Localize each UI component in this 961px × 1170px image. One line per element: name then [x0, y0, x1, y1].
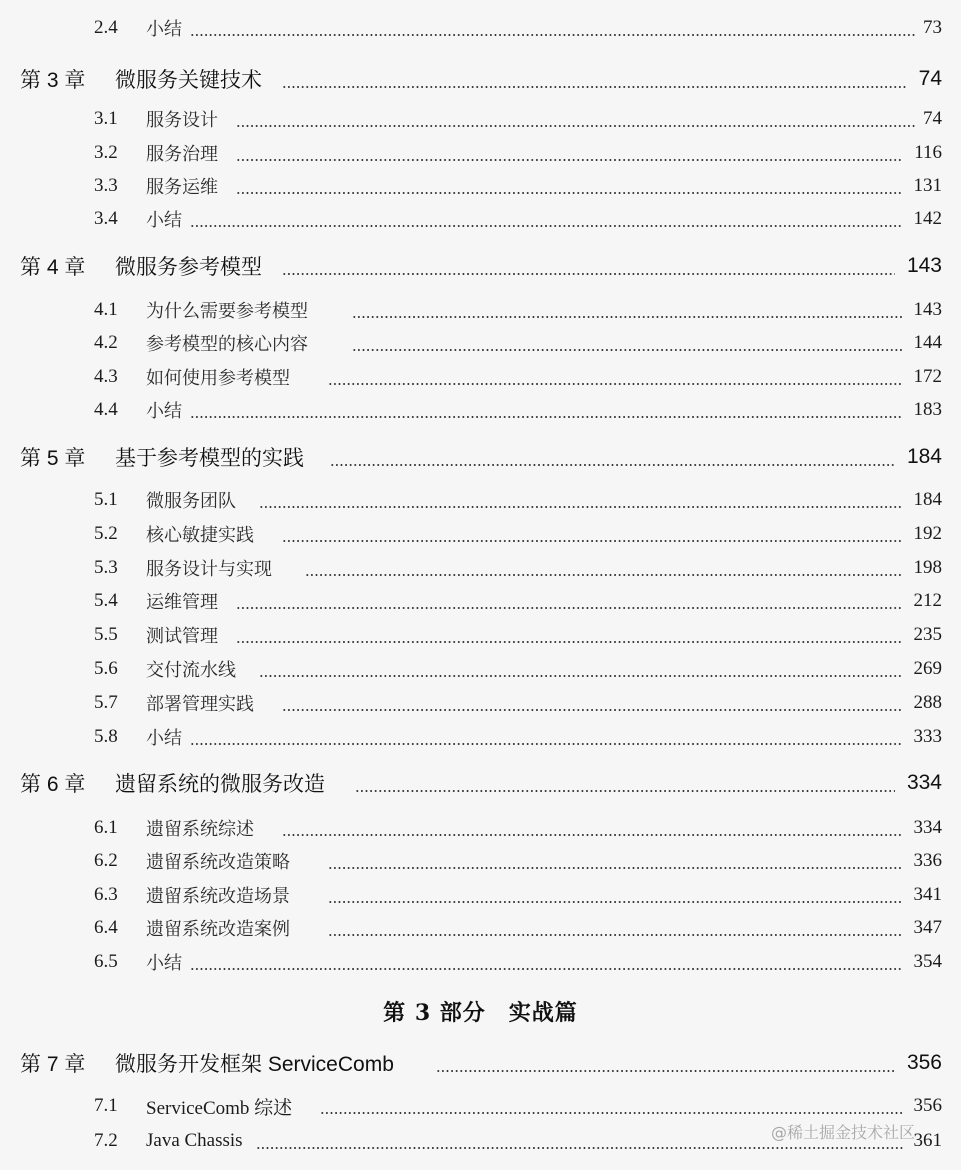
part-heading: 第 3 部分 实战篇: [383, 1000, 578, 1026]
dot-leader: [355, 790, 895, 792]
toc-chapter-entry[interactable]: [0, 442, 961, 472]
entry-number: 6.4: [94, 917, 118, 938]
toc-section-entry[interactable]: [0, 880, 961, 910]
entry-title: 小结: [146, 19, 182, 40]
entry-page-number: 142: [913, 208, 942, 229]
toc-section-entry[interactable]: [0, 947, 961, 977]
entry-number: 第 7 章: [20, 1053, 86, 1076]
entry-page-number: 333: [913, 726, 942, 747]
entry-title: 微服务团队: [146, 491, 236, 512]
toc-section-entry[interactable]: [0, 13, 961, 43]
entry-title: 服务设计: [146, 110, 218, 131]
toc-section-entry[interactable]: [0, 395, 961, 425]
entry-page-number: 131: [913, 175, 942, 196]
toc-section-entry[interactable]: [0, 846, 961, 876]
entry-page-number: 143: [906, 254, 942, 277]
entry-page-number: 341: [913, 884, 942, 905]
entry-title: 遗留系统改造场景: [146, 886, 290, 907]
dot-leader: [190, 743, 903, 745]
entry-title: 参考模型的核心内容: [146, 334, 308, 355]
toc-section-entry[interactable]: [0, 171, 961, 201]
entry-page-number: 73: [923, 17, 942, 38]
entry-title: 交付流水线: [146, 660, 236, 681]
entry-number: 6.5: [94, 951, 118, 972]
dot-leader: [236, 125, 915, 127]
entry-number: 7.1: [94, 1095, 118, 1116]
entry-number: 4.4: [94, 399, 118, 420]
entry-number: 6.1: [94, 817, 118, 838]
dot-leader: [282, 273, 895, 275]
entry-page-number: 354: [913, 951, 942, 972]
entry-page-number: 235: [913, 624, 942, 645]
entry-number: 6.2: [94, 850, 118, 871]
toc-section-entry[interactable]: [0, 519, 961, 549]
dot-leader: [436, 1070, 895, 1072]
entry-title: 遗留系统改造案例: [146, 919, 290, 940]
dot-leader: [259, 675, 903, 677]
entry-page-number: 184: [906, 445, 942, 468]
dot-leader: [282, 834, 903, 836]
dot-leader: [236, 159, 903, 161]
dot-leader: [256, 1147, 903, 1149]
entry-title: 基于参考模型的实践: [115, 447, 304, 470]
toc-section-entry[interactable]: [0, 362, 961, 392]
toc-section-entry[interactable]: [0, 485, 961, 515]
entry-number: 3.1: [94, 108, 118, 129]
dot-leader: [259, 506, 903, 508]
dot-leader: [330, 464, 895, 466]
entry-number: 3.2: [94, 142, 118, 163]
dot-leader: [282, 540, 903, 542]
entry-page-number: 74: [923, 108, 942, 129]
watermark: @稀土掘金技术社区: [771, 1123, 916, 1142]
entry-page-number: 198: [913, 557, 942, 578]
toc-section-entry[interactable]: [0, 328, 961, 358]
entry-number: 5.5: [94, 624, 118, 645]
entry-title: 服务治理: [146, 144, 218, 165]
dot-leader: [236, 192, 903, 194]
toc-section-entry[interactable]: [0, 553, 961, 583]
entry-page-number: 356: [906, 1051, 942, 1074]
toc-section-entry[interactable]: [0, 620, 961, 650]
toc-chapter-entry[interactable]: [0, 768, 961, 798]
toc-section-entry[interactable]: [0, 586, 961, 616]
dot-leader: [305, 574, 903, 576]
toc-section-entry[interactable]: [0, 138, 961, 168]
toc-section-entry[interactable]: [0, 913, 961, 943]
dot-leader: [328, 934, 903, 936]
toc-section-entry[interactable]: [0, 722, 961, 752]
entry-page-number: 269: [913, 658, 942, 679]
entry-number: 5.8: [94, 726, 118, 747]
entry-title: 遗留系统的微服务改造: [115, 773, 325, 796]
entry-title: 小结: [146, 210, 182, 231]
entry-title: 服务设计与实现: [146, 559, 272, 580]
entry-title: 为什么需要参考模型: [146, 301, 308, 322]
entry-page-number: 183: [913, 399, 942, 420]
toc-section-entry[interactable]: [0, 688, 961, 718]
dot-leader: [190, 968, 903, 970]
entry-number: 第 6 章: [20, 773, 86, 796]
entry-number: 第 3 章: [20, 69, 86, 92]
entry-page-number: 143: [913, 299, 942, 320]
dot-leader: [190, 34, 915, 36]
entry-number: 5.7: [94, 692, 118, 713]
entry-number: 5.1: [94, 489, 118, 510]
dot-leader: [236, 607, 903, 609]
entry-number: 5.6: [94, 658, 118, 679]
toc-section-entry[interactable]: [0, 204, 961, 234]
toc-chapter-entry[interactable]: [0, 64, 961, 94]
entry-title: 微服务开发框架 ServiceComb: [115, 1053, 394, 1076]
entry-number: 第 5 章: [20, 447, 86, 470]
entry-page-number: 116: [914, 142, 942, 163]
entry-page-number: 334: [906, 771, 942, 794]
entry-title: 微服务关键技术: [115, 69, 262, 92]
entry-page-number: 288: [913, 692, 942, 713]
entry-title: 服务运维: [146, 177, 218, 198]
entry-title: 小结: [146, 401, 182, 422]
entry-page-number: 347: [913, 917, 942, 938]
entry-page-number: 212: [913, 590, 942, 611]
toc-section-entry[interactable]: [0, 1091, 961, 1121]
toc-chapter-entry[interactable]: [0, 251, 961, 281]
entry-page-number: 144: [913, 332, 942, 353]
entry-number: 5.3: [94, 557, 118, 578]
entry-page-number: 356: [913, 1095, 942, 1116]
entry-page-number: 334: [913, 817, 942, 838]
entry-title: 运维管理: [146, 592, 218, 613]
entry-title: 小结: [146, 953, 182, 974]
entry-title: Java Chassis: [146, 1130, 243, 1151]
entry-number: 2.4: [94, 17, 118, 38]
dot-leader: [328, 867, 903, 869]
toc-section-entry[interactable]: [0, 295, 961, 325]
entry-title: 遗留系统改造策略: [146, 852, 290, 873]
entry-number: 3.4: [94, 208, 118, 229]
entry-page-number: 172: [913, 366, 942, 387]
toc-section-entry[interactable]: [0, 104, 961, 134]
dot-leader: [328, 901, 903, 903]
entry-title: 小结: [146, 728, 182, 749]
entry-page-number: 184: [913, 489, 942, 510]
entry-number: 7.2: [94, 1130, 118, 1151]
entry-number: 第 4 章: [20, 256, 86, 279]
toc-section-entry[interactable]: [0, 813, 961, 843]
entry-title: 微服务参考模型: [115, 256, 262, 279]
entry-number: 5.2: [94, 523, 118, 544]
entry-page-number: 192: [913, 523, 942, 544]
dot-leader: [236, 641, 903, 643]
entry-page-number: 361: [913, 1130, 942, 1151]
entry-title: 如何使用参考模型: [146, 368, 290, 389]
dot-leader: [352, 316, 903, 318]
dot-leader: [352, 349, 903, 351]
entry-number: 5.4: [94, 590, 118, 611]
dot-leader: [190, 225, 903, 227]
entry-title: 测试管理: [146, 626, 218, 647]
entry-title: ServiceComb 综述: [146, 1097, 293, 1119]
entry-number: 6.3: [94, 884, 118, 905]
entry-page-number: 336: [913, 850, 942, 871]
entry-title: 遗留系统综述: [146, 819, 254, 840]
entry-number: 4.3: [94, 366, 118, 387]
entry-number: 3.3: [94, 175, 118, 196]
dot-leader: [190, 416, 903, 418]
entry-title: 部署管理实践: [146, 694, 254, 715]
dot-leader: [320, 1112, 903, 1114]
dot-leader: [282, 86, 907, 88]
entry-number: 4.2: [94, 332, 118, 353]
entry-number: 4.1: [94, 299, 118, 320]
toc-chapter-entry[interactable]: [0, 1048, 961, 1078]
toc-section-entry[interactable]: [0, 654, 961, 684]
dot-leader: [282, 709, 903, 711]
entry-page-number: 74: [918, 67, 942, 90]
dot-leader: [328, 383, 903, 385]
entry-title: 核心敏捷实践: [146, 525, 254, 546]
